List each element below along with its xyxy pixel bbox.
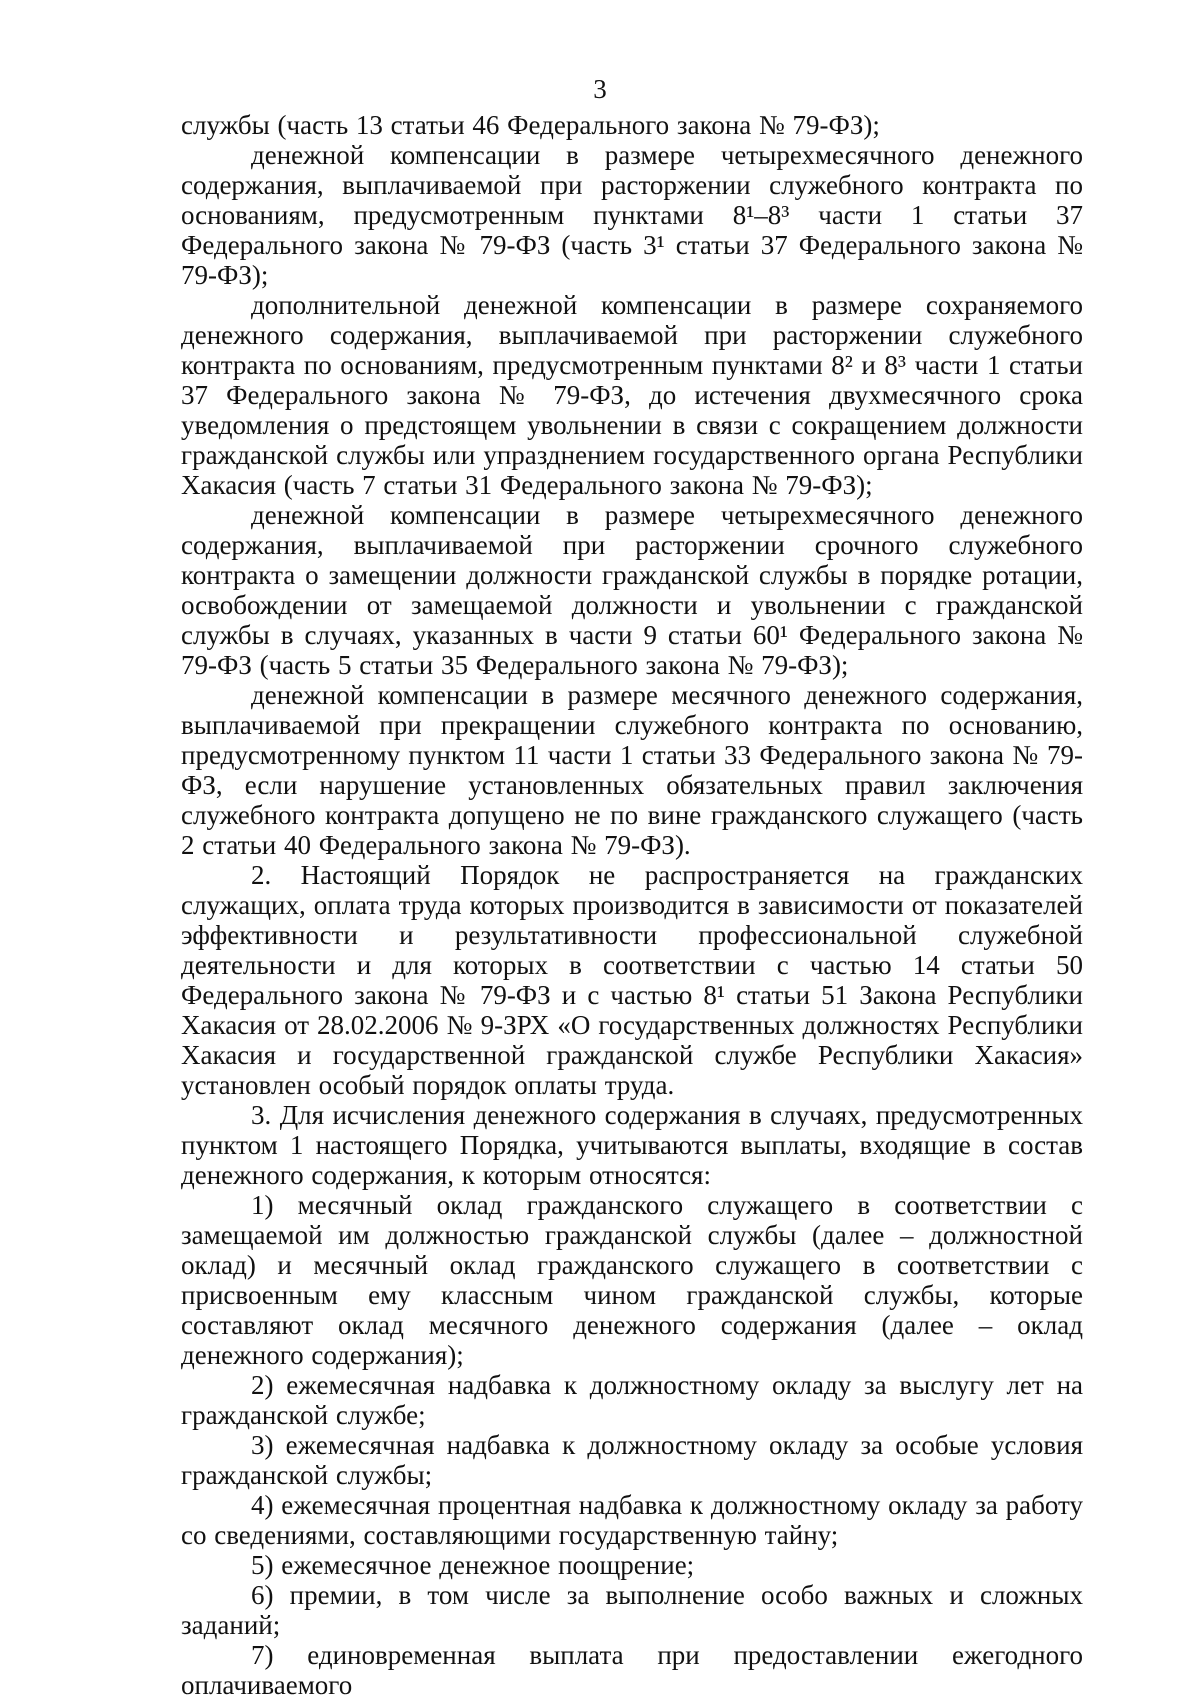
paragraph-compensation-monthly: денежной компенсации в размере месячного денежного содержания, выплачиваемой при прекращении служебного контракта по основанию, предусмотренному пунктом 11 части 1 статьи 33 Федерального закона № 79-ФЗ, если нарушение установленных обязательных правил заключения служебного контракта допущено не по вине гражданского служащего (часть 2 статьи 40 Федерального закона № 79-ФЗ).	[181, 680, 1083, 860]
list-item-4: 4) ежемесячная процентная надбавка к должностному окладу за работу со сведениями, составляющими государственную тайну;	[181, 1490, 1083, 1550]
paragraph-item-3: 3. Для исчисления денежного содержания в случаях, предусмотренных пунктом 1 настоящего Порядка, учитываются выплаты, входящие в состав денежного содержания, к которым относятся:	[181, 1100, 1083, 1190]
list-item-7: 7) единовременная выплата при предоставлении ежегодного оплачиваемого	[181, 1640, 1083, 1700]
list-item-5: 5) ежемесячное денежное поощрение;	[251, 1550, 695, 1580]
paragraph-continuation: службы (часть 13 статьи 46 Федерального закона № 79-ФЗ);	[181, 110, 880, 140]
paragraph-compensation-four-month: денежной компенсации в размере четырехмесячного денежного содержания, выплачиваемой при расторжении служебного контракта по основаниям, предусмотренным пунктами 8¹–8³ части 1 статьи 37 Федерального закона № 79-ФЗ (часть 3¹ статьи 37 Федерального закона № 79-ФЗ);	[181, 140, 1083, 290]
paragraph-item-2: 2. Настоящий Порядок не распространяется на гражданских служащих, оплата труда которых производится в зависимости от показателей эффективности и результативности профессиональной служебной деятельности и для которых в соответствии с частью 14 статьи 50 Федерального закона № 79-ФЗ и с частью 8¹ статьи 51 Закона Республики Хакасия от 28.02.2006 № 9-ЗРХ «О государственных должностях Республики Хакасия и государственной гражданской службе Республики Хакасия» установлен особый порядок оплаты труда.	[181, 860, 1083, 1100]
list-item-2: 2) ежемесячная надбавка к должностному окладу за выслугу лет на гражданской службе;	[181, 1370, 1083, 1430]
list-item-6: 6) премии, в том числе за выполнение особо важных и сложных заданий;	[181, 1580, 1083, 1640]
document-body	[181, 110, 1083, 1700]
paragraph-compensation-fixed-term: денежной компенсации в размере четырехмесячного денежного содержания, выплачиваемой при расторжении срочного служебного контракта о замещении должности гражданской службы в порядке ротации, освобождении от замещаемой должности и увольнении с гражданской службы в случаях, указанных в части 9 статьи 60¹ Федерального закона № 79-ФЗ (часть 5 статьи 35 Федерального закона № 79-ФЗ);	[181, 500, 1083, 680]
paragraph-additional-compensation: дополнительной денежной компенсации в размере сохраняемого денежного содержания, выплачиваемой при расторжении служебного контракта по основаниям, предусмотренным пунктами 8² и 8³ части 1 статьи 37 Федерального закона № 79-ФЗ, до истечения двухмесячного срока уведомления о предстоящем увольнении в связи с сокращением должности гражданской службы или упразднением государственного органа Республики Хакасия (часть 7 статьи 31 Федерального закона № 79-ФЗ);	[181, 290, 1083, 500]
list-item-3: 3) ежемесячная надбавка к должностному окладу за особые условия гражданской службы;	[181, 1430, 1083, 1490]
page-number: 3	[593, 74, 607, 104]
list-item-1: 1) месячный оклад гражданского служащего в соответствии с замещаемой им должностью гражданской службы (далее – должностной оклад) и месячный оклад гражданского служащего в соответствии с присвоенным ему классным чином гражданской службы, которые составляют оклад месячного денежного содержания (далее – оклад денежного содержания);	[181, 1190, 1083, 1370]
